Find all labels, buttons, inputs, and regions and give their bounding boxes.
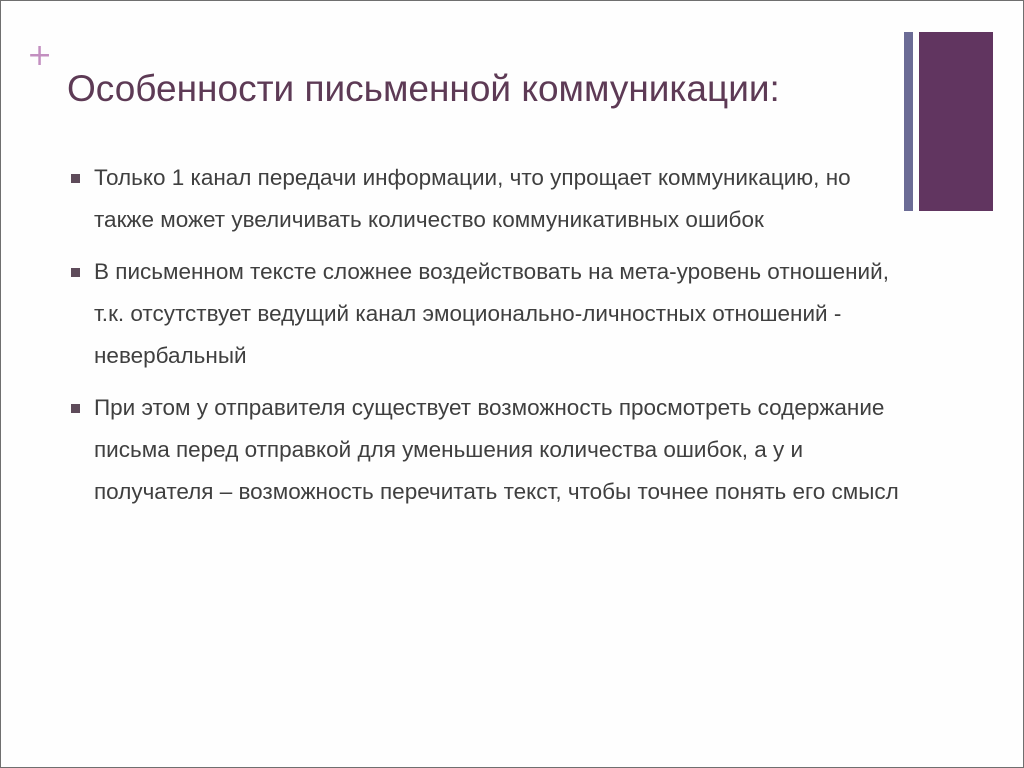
bullet-item [71, 387, 901, 513]
square-bullet-icon [71, 404, 80, 413]
bullet-text: Только 1 канал передачи информации, что упрощает коммуникацию, но также может увеличивать количество коммуникативных ошибок [94, 165, 851, 232]
bullet-text: В письменном тексте сложнее воздействовать на мета-уровень отношений, т.к. отсутствует ведущий канал эмоционально-личностных отношений - невербальный [94, 259, 889, 368]
slide-title: Особенности письменной коммуникации: [67, 68, 780, 109]
bullet-list [71, 157, 901, 523]
bullet-item [71, 157, 901, 241]
square-bullet-icon [71, 268, 80, 277]
bullet-item [71, 251, 901, 377]
decorative-bar-thick [919, 32, 993, 211]
bullet-text: При этом у отправителя существует возможность просмотреть содержание письма перед отправкой для уменьшения количества ошибок, а у и получателя – возможность перечитать текст, чтобы точнее понять его смысл [94, 395, 899, 504]
square-bullet-icon [71, 174, 80, 183]
plus-icon: + [27, 38, 53, 73]
decorative-bar-thin [904, 32, 913, 211]
